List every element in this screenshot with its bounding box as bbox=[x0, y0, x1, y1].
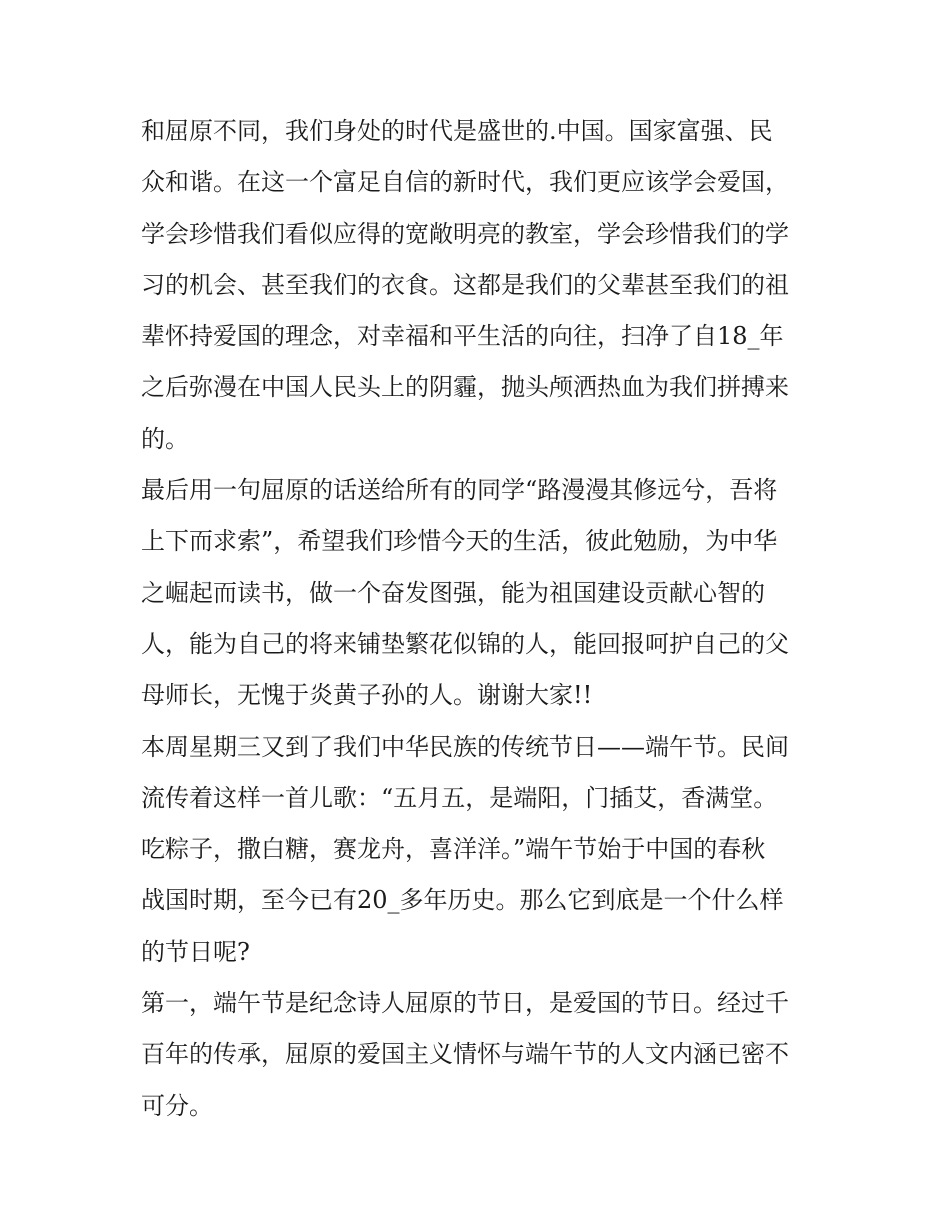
text-line: 可分。 bbox=[141, 1091, 213, 1120]
text-line: 战国时期，至今已有20_多年历史。那么它到底是一个什么样 bbox=[141, 886, 784, 915]
text-line: 学会珍惜我们看似应得的宽敞明亮的教室，学会珍惜我们的学 bbox=[141, 219, 789, 248]
text-line: 人，能为自己的将来铺垫繁花似锦的人，能回报呵护自己的父 bbox=[141, 629, 789, 658]
text-line: 流传着这样一首儿歌：“五月五，是端阳，门插艾，香满堂。 bbox=[141, 783, 778, 812]
text-line: 本周星期三又到了我们中华民族的传统节日——端午节。民间 bbox=[141, 732, 789, 761]
text-line: 的节日呢? bbox=[141, 937, 250, 966]
text-line: 众和谐。在这一个富足自信的新时代，我们更应该学会爱国， bbox=[141, 168, 789, 197]
paragraph-4 bbox=[141, 978, 813, 1132]
text-line: 第一，端午节是纪念诗人屈原的节日，是爱国的节日。经过千 bbox=[141, 989, 789, 1018]
text-line: 之后弥漫在中国人民头上的阴霾，抛头颅洒热血为我们拼搏来 bbox=[141, 373, 789, 402]
text-line: 最后用一句屈原的话送给所有的同学“路漫漫其修远兮，吾将 bbox=[141, 476, 778, 505]
paragraph-3 bbox=[141, 722, 813, 978]
text-line: 的。 bbox=[141, 424, 189, 453]
text-line: 习的机会、甚至我们的衣食。这都是我们的父辈甚至我们的祖 bbox=[141, 270, 789, 299]
text-line: 之崛起而读书，做一个奋发图强，能为祖国建设贡献心智的 bbox=[141, 578, 765, 607]
document-body bbox=[141, 106, 813, 1132]
text-line: 母师长，无愧于炎黄子孙的人。谢谢大家!! bbox=[141, 681, 593, 710]
text-line: 辈怀持爱国的理念，对幸福和平生活的向往，扫净了自18_年 bbox=[141, 322, 784, 351]
text-line: 百年的传承，屈原的爱国主义情怀与端午节的人文内涵已密不 bbox=[141, 1040, 789, 1069]
text-line: 上下而求索”，希望我们珍惜今天的生活，彼此勉励，为中华 bbox=[141, 527, 778, 556]
paragraph-2 bbox=[141, 465, 813, 721]
text-line: 和屈原不同，我们身处的时代是盛世的.中国。国家富强、民 bbox=[141, 117, 773, 145]
paragraph-1 bbox=[141, 106, 813, 465]
text-line: 吃粽子，撒白糖，赛龙舟，喜洋洋。”端午节始于中国的春秋 bbox=[141, 835, 766, 864]
